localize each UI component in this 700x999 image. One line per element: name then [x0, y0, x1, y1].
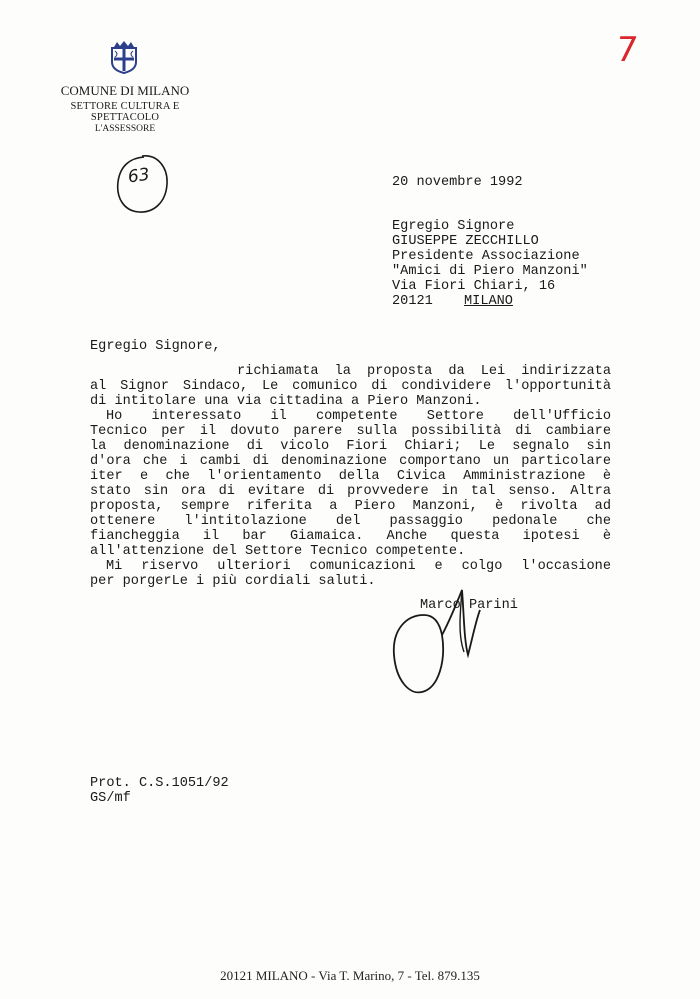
body-line: al Signor Sindaco, Le comunico di condividere l'opportunità — [90, 379, 611, 394]
recipient-salutation: Egregio Signore — [392, 219, 515, 234]
letterhead-title: COMUNE DI MILANO — [60, 83, 190, 98]
body-line: fiancheggia il bar Giamaica. Anche questa ipotesi è — [90, 529, 611, 544]
city-emblem-icon — [107, 38, 141, 74]
letterhead-department: SETTORE CULTURA E SPETTACOLO — [70, 101, 180, 123]
body-line: Tecnico per il dovuto parere sulla possibilità di cambiare — [90, 424, 611, 439]
body-line: all'attenzione del Settore Tecnico competente. — [90, 544, 466, 559]
body-line: richiamata la proposta da Lei indirizzata — [237, 364, 611, 379]
recipient-street: Via Fiori Chiari, 16 — [392, 279, 556, 294]
recipient-city: MILANO — [464, 294, 513, 309]
recipient-name: GIUSEPPE ZECCHILLO — [392, 234, 539, 249]
letterhead-footer: 20121 MILANO - Via T. Marino, 7 - Tel. 879.135 — [220, 968, 480, 983]
signer-name: Marco Parini — [420, 598, 518, 613]
body-line: iter e che l'orientamento della Civica Amministrazione è — [90, 469, 611, 484]
letterhead-role: L'ASSESSORE — [94, 124, 156, 134]
letter-date: 20 novembre 1992 — [392, 175, 523, 190]
recipient-title: Presidente Associazione — [392, 249, 580, 264]
body-line: proposta, sempre riferita a Piero Manzoni, è rivolta ad — [90, 499, 611, 514]
body-line: d'ora che i cambi di denominazione comportano un particolare — [90, 454, 611, 469]
typist-initials: GS/mf — [90, 791, 131, 806]
body-line: Ho interessato il competente Settore dell'Ufficio — [106, 409, 611, 424]
recipient-zip: 20121 — [392, 294, 433, 309]
recipient-association: "Amici di Piero Manzoni" — [392, 264, 588, 279]
body-line: la denominazione di vicolo Fiori Chiari; Le segnalo sin — [90, 439, 611, 454]
protocol-number: Prot. C.S.1051/92 — [90, 776, 229, 791]
body-line: ottenere l'intitolazione del passaggio pedonale che — [90, 514, 611, 529]
body-line: stato sin ora di evitare di provvedere in tal senso. Altra — [90, 484, 611, 499]
body-line: per porgerLe i più cordiali saluti. — [90, 574, 376, 589]
letter-greeting: Egregio Signore, — [90, 339, 221, 354]
circled-number-text: 63 — [126, 164, 151, 188]
body-line: di intitolare una via cittadina a Piero Manzoni. — [90, 394, 482, 409]
body-line: Mi riservo ulteriori comunicazioni e colgo l'occasione — [106, 559, 611, 574]
page-number-annotation: 7 — [613, 30, 640, 70]
handwritten-signature — [384, 560, 504, 705]
